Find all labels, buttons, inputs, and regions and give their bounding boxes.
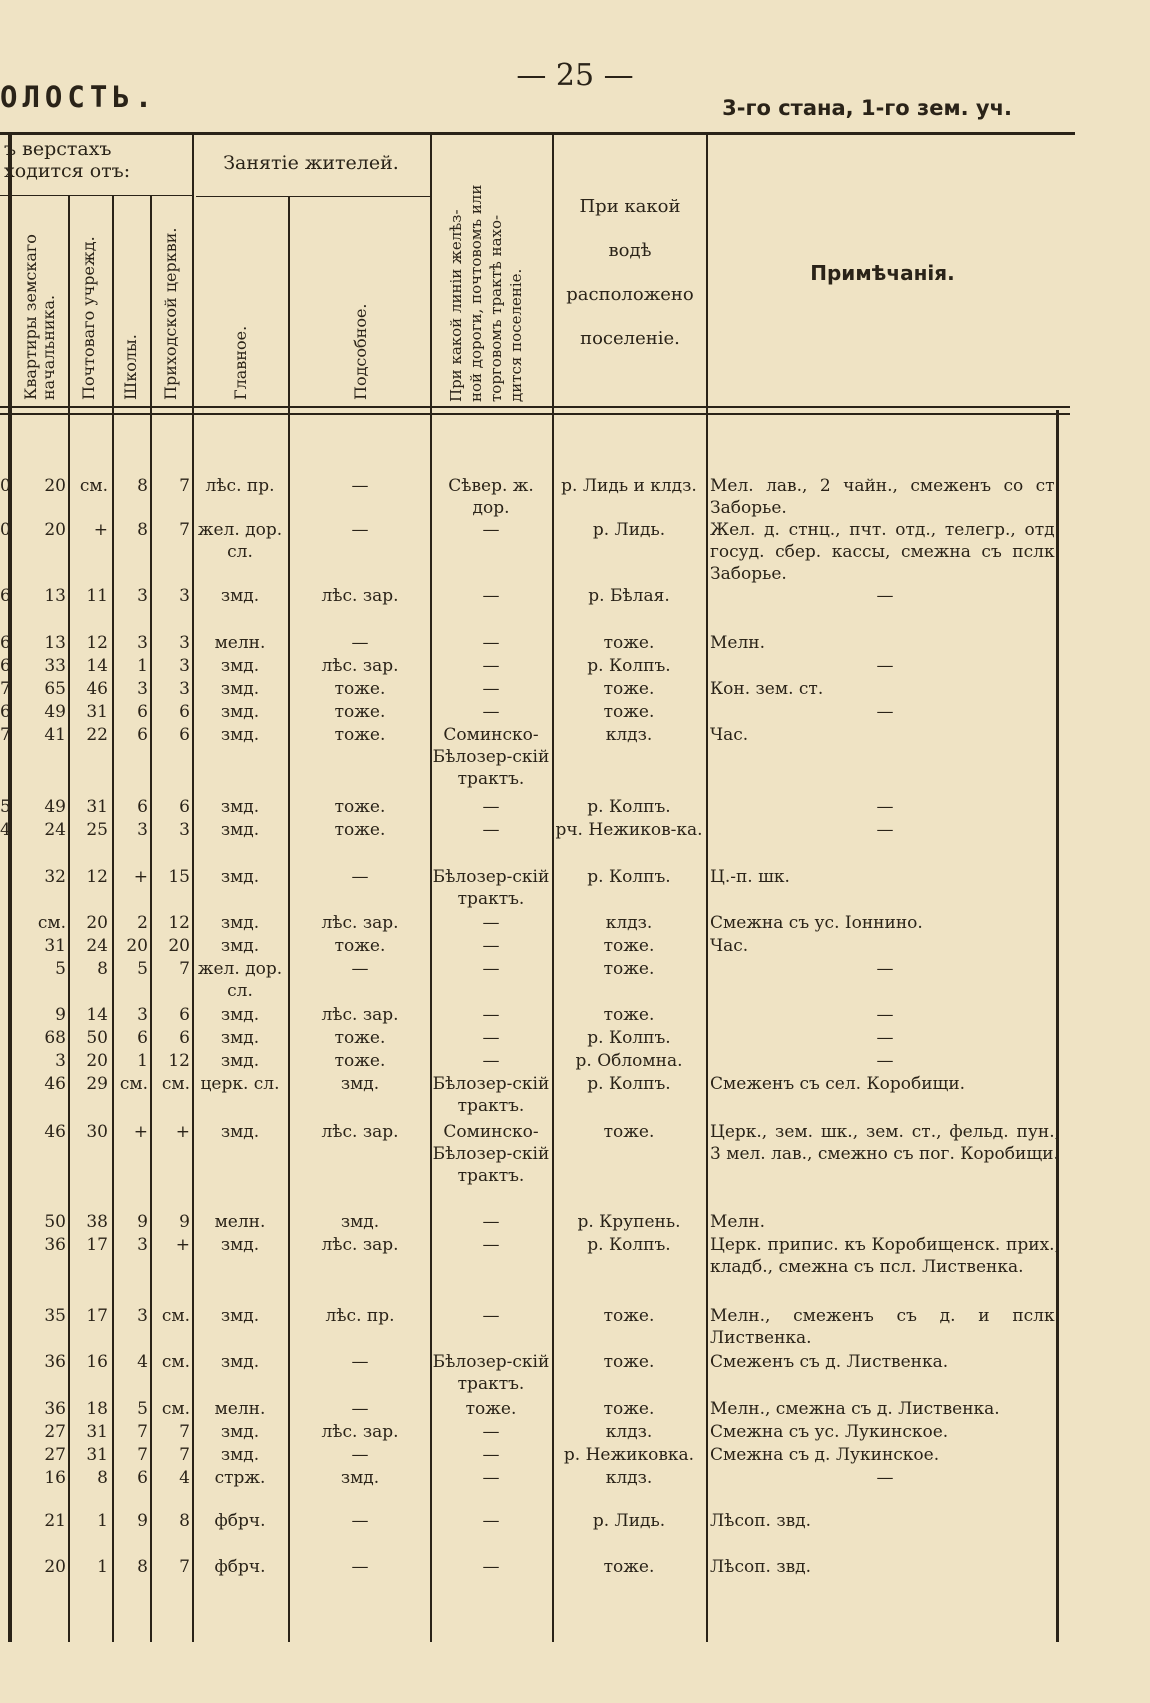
cell-zem: 13 xyxy=(44,633,66,653)
cell-post: 17 xyxy=(86,1306,108,1326)
cell-aux: — xyxy=(351,1511,369,1531)
cell-note: — xyxy=(876,820,894,840)
cell-zem: 16 xyxy=(44,1468,66,1488)
cell-church: 3 xyxy=(179,633,190,653)
header-dist-post: Почтоваго учрежд. xyxy=(79,236,98,400)
cell-aux: — xyxy=(351,520,369,540)
cell-water: клдз. xyxy=(605,1468,653,1488)
cell-water: р. Бѣлая. xyxy=(588,586,670,606)
cell-post: 17 xyxy=(86,1235,108,1255)
cell-aux: лѣс. зар. xyxy=(321,1122,399,1142)
cell-main: змд. xyxy=(220,1306,260,1326)
cell-note: Смежна съ ус. Лукинское. xyxy=(710,1422,949,1442)
header-bottom-rule xyxy=(0,406,1070,408)
cell-aux: — xyxy=(351,633,369,653)
cell-road: — xyxy=(482,520,500,540)
cell-church: см. xyxy=(161,1074,190,1094)
cell-note: — xyxy=(876,797,894,817)
cell-road: — xyxy=(482,1445,500,1465)
cell-main: змд. xyxy=(220,867,260,887)
cell-post: 38 xyxy=(86,1212,108,1232)
cell-main: фбрч. xyxy=(214,1557,266,1577)
cell-school: + xyxy=(133,1122,148,1142)
cell-water: тоже. xyxy=(603,1005,655,1025)
cell-water: р. Обломна. xyxy=(575,1051,683,1071)
cell-water: р. Нежиковка. xyxy=(563,1445,695,1465)
top-rule xyxy=(0,132,1075,135)
cell-main: змд. xyxy=(220,1051,260,1071)
cell-church: 3 xyxy=(179,586,190,606)
cell-school: 6 xyxy=(137,702,148,722)
cell-water: тоже. xyxy=(603,1306,655,1326)
cell-note: Мелн. xyxy=(710,1212,766,1232)
cell-zem: 27 xyxy=(44,1422,66,1442)
cell-note: Лѣсоп. звд. xyxy=(710,1557,812,1577)
cell-water: тоже. xyxy=(603,959,655,979)
cell-zem: 49 xyxy=(44,797,66,817)
cell-post: 16 xyxy=(86,1352,108,1372)
cell-main: змд. xyxy=(220,936,260,956)
cell-edge: 4 xyxy=(0,820,11,840)
cell-road: — xyxy=(482,936,500,956)
cell-water: р. Колпъ. xyxy=(587,797,671,817)
cell-note: Мелн., смеженъ съ д. и пслк. Лиственка. xyxy=(710,1306,1060,1348)
cell-church: 7 xyxy=(179,1557,190,1577)
cell-main: змд. xyxy=(220,797,260,817)
cell-aux: — xyxy=(351,1557,369,1577)
subheader-rule-occupation xyxy=(196,196,430,197)
cell-post: 12 xyxy=(86,867,108,887)
cell-water: р. Лидь. xyxy=(592,520,666,540)
cell-aux: — xyxy=(351,867,369,887)
cell-aux: змд. xyxy=(340,1468,380,1488)
cell-note: — xyxy=(876,656,894,676)
cell-zem: 46 xyxy=(44,1122,66,1142)
cell-school: 4 xyxy=(137,1352,148,1372)
cell-road: Бѣлозер-скій трактъ. xyxy=(432,1074,550,1116)
cell-aux: — xyxy=(351,1399,369,1419)
station-heading: 3-го стана, 1-го зем. уч. xyxy=(722,96,1012,120)
cell-zem: 20 xyxy=(44,1557,66,1577)
cell-post: 50 xyxy=(86,1028,108,1048)
cell-school: + xyxy=(133,867,148,887)
cell-note: Жел. д. стнц., пчт. отд., телегр., отд. госуд. сбер. кассы, смежна съ пслк. Заборье. xyxy=(710,520,1060,584)
cell-note: Церк., зем. шк., зем. ст., фельд. пун., 3 мел. лав., смежно съ пог. Коробищи. xyxy=(710,1122,1060,1164)
cell-zem: 68 xyxy=(44,1028,66,1048)
cell-road: тоже. xyxy=(465,1399,517,1419)
cell-school: 3 xyxy=(137,679,148,699)
cell-water: р. Колпъ. xyxy=(587,1235,671,1255)
cell-zem: 35 xyxy=(44,1306,66,1326)
cell-note: Час. xyxy=(710,936,749,956)
cell-school: 6 xyxy=(137,725,148,745)
subheader-rule-distance xyxy=(0,195,192,196)
cell-post: 22 xyxy=(86,725,108,745)
cell-water: клдз. xyxy=(605,1422,653,1442)
cell-church: 12 xyxy=(168,913,190,933)
cell-note: Смеженъ съ сел. Коробищи. xyxy=(710,1074,966,1094)
cell-main: змд. xyxy=(220,656,260,676)
header-occ-main: Главное. xyxy=(231,325,250,400)
cell-aux: — xyxy=(351,1445,369,1465)
cell-note: — xyxy=(876,1028,894,1048)
cell-zem: 49 xyxy=(44,702,66,722)
cell-main: мелн. xyxy=(214,633,266,653)
cell-zem: 9 xyxy=(55,1005,66,1025)
header-distance-group: ъ верстахъ ходится отъ: xyxy=(4,138,131,182)
cell-school: 5 xyxy=(137,959,148,979)
header-bottom-rule-2 xyxy=(0,413,1070,415)
cell-church: 12 xyxy=(168,1051,190,1071)
cell-edge: 7 xyxy=(0,725,11,745)
cell-church: 3 xyxy=(179,820,190,840)
cell-church: 6 xyxy=(179,1028,190,1048)
cell-school: 9 xyxy=(137,1511,148,1531)
cell-road: — xyxy=(482,702,500,722)
cell-road: Соминско-Бѣлозер-скій трактъ. xyxy=(432,1122,550,1186)
cell-road: — xyxy=(482,959,500,979)
cell-water: р. Колпъ. xyxy=(587,656,671,676)
cell-aux: тоже. xyxy=(334,1028,386,1048)
cell-zem: 50 xyxy=(44,1212,66,1232)
header-dist-zemstvo: Квартиры земскаго начальника. xyxy=(21,234,58,400)
cell-church: 3 xyxy=(179,656,190,676)
cell-school: 7 xyxy=(137,1422,148,1442)
cell-post: 8 xyxy=(97,1468,108,1488)
cell-note: Лѣсоп. звд. xyxy=(710,1511,812,1531)
cell-zem: 20 xyxy=(44,476,66,496)
cell-zem: 32 xyxy=(44,867,66,887)
cell-school: 9 xyxy=(137,1212,148,1232)
cell-water: клдз. xyxy=(605,913,653,933)
cell-church: 6 xyxy=(179,702,190,722)
cell-zem: 21 xyxy=(44,1511,66,1531)
cell-church: 6 xyxy=(179,797,190,817)
cell-road: Соминско-Бѣлозер-скій трактъ. xyxy=(432,725,550,789)
cell-water: тоже. xyxy=(603,679,655,699)
cell-main: змд. xyxy=(220,820,260,840)
cell-zem: 41 xyxy=(44,725,66,745)
cell-aux: — xyxy=(351,476,369,496)
cell-note: Смежна съ ус. Іоннино. xyxy=(710,913,923,933)
cell-church: см. xyxy=(161,1352,190,1372)
header-occupation-group: Занятіе жителей. xyxy=(223,152,399,174)
cell-note: Мелн., смежна съ д. Лиственка. xyxy=(710,1399,1000,1419)
cell-water: тоже. xyxy=(603,936,655,956)
cell-church: 9 xyxy=(179,1212,190,1232)
cell-water: тоже. xyxy=(603,1352,655,1372)
cell-post: 1 xyxy=(97,1557,108,1577)
cell-main: змд. xyxy=(220,586,260,606)
cell-aux: тоже. xyxy=(334,820,386,840)
cell-church: 6 xyxy=(179,1005,190,1025)
col-line xyxy=(288,196,290,1642)
cell-note: Ц.-п. шк. xyxy=(710,867,790,887)
cell-school: 8 xyxy=(137,520,148,540)
cell-main: змд. xyxy=(220,1122,260,1142)
cell-road: — xyxy=(482,1422,500,1442)
cell-church: 8 xyxy=(179,1511,190,1531)
cell-water: тоже. xyxy=(603,1122,655,1142)
cell-school: 1 xyxy=(137,1051,148,1071)
header-notes: Примѣчанія. xyxy=(810,261,955,285)
cell-main: фбрч. xyxy=(214,1511,266,1531)
cell-school: 3 xyxy=(137,820,148,840)
cell-aux: лѣс. зар. xyxy=(321,656,399,676)
cell-aux: лѣс. пр. xyxy=(325,1306,395,1326)
cell-school: 5 xyxy=(137,1399,148,1419)
header-water: При какой водѣ расположено поселеніе. xyxy=(566,196,694,349)
cell-zem: 5 xyxy=(55,959,66,979)
cell-post: 25 xyxy=(86,820,108,840)
cell-church: 3 xyxy=(179,679,190,699)
page-number: — 25 — xyxy=(516,58,634,93)
cell-post: 20 xyxy=(86,913,108,933)
cell-post: 14 xyxy=(86,656,108,676)
cell-church: 7 xyxy=(179,520,190,540)
cell-school: 6 xyxy=(137,1468,148,1488)
cell-water: тоже. xyxy=(603,633,655,653)
cell-zem: 36 xyxy=(44,1352,66,1372)
col-line xyxy=(706,132,708,1642)
cell-school: 2 xyxy=(137,913,148,933)
cell-post: 8 xyxy=(97,959,108,979)
cell-zem: 36 xyxy=(44,1235,66,1255)
cell-road: — xyxy=(482,797,500,817)
cell-water: р. Колпъ. xyxy=(587,1074,671,1094)
cell-main: жел. дор. сл. xyxy=(197,959,283,1001)
cell-note: — xyxy=(876,1468,894,1488)
cell-edge: 0 xyxy=(0,476,11,496)
cell-zem: 31 xyxy=(44,936,66,956)
cell-water: тоже. xyxy=(603,702,655,722)
cell-church: см. xyxy=(161,1306,190,1326)
cell-school: см. xyxy=(119,1074,148,1094)
cell-edge: 5 xyxy=(0,797,11,817)
cell-post: 24 xyxy=(86,936,108,956)
cell-school: 3 xyxy=(137,586,148,606)
cell-aux: — xyxy=(351,1352,369,1372)
cell-road: — xyxy=(482,1212,500,1232)
cell-road: — xyxy=(482,1005,500,1025)
cell-road: — xyxy=(482,1028,500,1048)
cell-church: 20 xyxy=(168,936,190,956)
cell-road: — xyxy=(482,656,500,676)
cell-aux: змд. xyxy=(340,1074,380,1094)
cell-post: 30 xyxy=(86,1122,108,1142)
cell-water: тоже. xyxy=(603,1557,655,1577)
cell-school: 7 xyxy=(137,1445,148,1465)
cell-post: 31 xyxy=(86,702,108,722)
cell-road: Бѣлозер-скій трактъ. xyxy=(432,867,550,909)
cell-main: змд. xyxy=(220,702,260,722)
cell-note: Час. xyxy=(710,725,749,745)
cell-note: — xyxy=(876,586,894,606)
cell-school: 8 xyxy=(137,1557,148,1577)
cell-aux: змд. xyxy=(340,1212,380,1232)
cell-water: р. Колпъ. xyxy=(587,867,671,887)
cell-aux: лѣс. зар. xyxy=(321,913,399,933)
cell-main: змд. xyxy=(220,1028,260,1048)
cell-water: тоже. xyxy=(603,1399,655,1419)
cell-main: лѣс. пр. xyxy=(205,476,275,496)
cell-aux: лѣс. зар. xyxy=(321,586,399,606)
cell-edge: 6 xyxy=(0,702,11,722)
cell-post: 31 xyxy=(86,1422,108,1442)
cell-main: змд. xyxy=(220,725,260,745)
cell-church: 4 xyxy=(179,1468,190,1488)
cell-school: 1 xyxy=(137,656,148,676)
cell-main: церк. сл. xyxy=(200,1074,280,1094)
cell-church: + xyxy=(175,1122,190,1142)
cell-zem: 13 xyxy=(44,586,66,606)
header-occ-aux: Подсобное. xyxy=(351,303,370,400)
cell-school: 3 xyxy=(137,1306,148,1326)
cell-church: 6 xyxy=(179,725,190,745)
cell-edge: 6 xyxy=(0,656,11,676)
cell-edge: 6 xyxy=(0,586,11,606)
cell-aux: тоже. xyxy=(334,936,386,956)
cell-road: Сѣвер. ж. дор. xyxy=(448,476,534,518)
cell-road: — xyxy=(482,1557,500,1577)
cell-note: Церк. припис. къ Коробищенск. прих., кладб., смежна съ псл. Лиственка. xyxy=(710,1235,1060,1277)
cell-post: 1 xyxy=(97,1511,108,1531)
cell-zem: 27 xyxy=(44,1445,66,1465)
cell-main: мелн. xyxy=(214,1212,266,1232)
cell-aux: тоже. xyxy=(334,725,386,745)
header-dist-school: Школы. xyxy=(121,334,140,400)
cell-post: + xyxy=(93,520,108,540)
cell-zem: 36 xyxy=(44,1399,66,1419)
cell-note: — xyxy=(876,959,894,979)
cell-school: 8 xyxy=(137,476,148,496)
cell-main: змд. xyxy=(220,679,260,699)
cell-post: см. xyxy=(79,476,108,496)
cell-note: Смеженъ съ д. Лиственка. xyxy=(710,1352,949,1372)
cell-school: 6 xyxy=(137,1028,148,1048)
cell-road: — xyxy=(482,820,500,840)
cell-note: — xyxy=(876,1005,894,1025)
cell-aux: тоже. xyxy=(334,679,386,699)
cell-road: — xyxy=(482,586,500,606)
cell-road: — xyxy=(482,633,500,653)
header-dist-church: Приходской церкви. xyxy=(161,227,180,400)
cell-school: 20 xyxy=(126,936,148,956)
cell-road: — xyxy=(482,1051,500,1071)
cell-note: — xyxy=(876,702,894,722)
cell-zem: 65 xyxy=(44,679,66,699)
cell-main: змд. xyxy=(220,1352,260,1372)
cell-main: жел. дор. сл. xyxy=(197,520,283,562)
cell-post: 46 xyxy=(86,679,108,699)
cell-aux: — xyxy=(351,959,369,979)
cell-aux: тоже. xyxy=(334,797,386,817)
cell-main: змд. xyxy=(220,1005,260,1025)
cell-water: р. Колпъ. xyxy=(587,1028,671,1048)
cell-road: — xyxy=(482,1468,500,1488)
cell-note: Смежна съ д. Лукинское. xyxy=(710,1445,940,1465)
page-title: ОЛОСТЬ. xyxy=(0,80,158,114)
cell-road: — xyxy=(482,1235,500,1255)
cell-note: Кон. зем. ст. xyxy=(710,679,824,699)
cell-church: 15 xyxy=(168,867,190,887)
cell-zem: 46 xyxy=(44,1074,66,1094)
cell-aux: лѣс. зар. xyxy=(321,1422,399,1442)
cell-school: 3 xyxy=(137,1235,148,1255)
cell-church: см. xyxy=(161,1399,190,1419)
cell-post: 12 xyxy=(86,633,108,653)
cell-school: 3 xyxy=(137,633,148,653)
cell-edge: 6 xyxy=(0,633,11,653)
cell-aux: лѣс. зар. xyxy=(321,1005,399,1025)
cell-aux: тоже. xyxy=(334,702,386,722)
cell-post: 14 xyxy=(86,1005,108,1025)
cell-aux: лѣс. зар. xyxy=(321,1235,399,1255)
cell-post: 11 xyxy=(86,586,108,606)
cell-main: змд. xyxy=(220,1235,260,1255)
cell-water: р. Лидь. xyxy=(592,1511,666,1531)
cell-post: 18 xyxy=(86,1399,108,1419)
cell-post: 29 xyxy=(86,1074,108,1094)
cell-church: 7 xyxy=(179,476,190,496)
cell-road: — xyxy=(482,679,500,699)
cell-zem: 33 xyxy=(44,656,66,676)
header-road: При какой линіи желѣз- ной дороги, почтовомъ или торговомъ трактѣ нахо- дится поселеніе. xyxy=(447,184,525,402)
cell-edge: 0 xyxy=(0,520,11,540)
cell-note: Мел. лав., 2 чайн., смеженъ со ст. Заборье. xyxy=(710,476,1060,518)
cell-main: мелн. xyxy=(214,1399,266,1419)
cell-road: Бѣлозер-скій трактъ. xyxy=(432,1352,550,1394)
cell-church: 7 xyxy=(179,959,190,979)
cell-post: 31 xyxy=(86,1445,108,1465)
cell-note: Мелн. xyxy=(710,633,766,653)
cell-zem: 20 xyxy=(44,520,66,540)
cell-main: змд. xyxy=(220,1422,260,1442)
cell-road: — xyxy=(482,913,500,933)
cell-edge: 7 xyxy=(0,679,11,699)
cell-water: клдз. xyxy=(605,725,653,745)
cell-church: + xyxy=(175,1235,190,1255)
cell-zem: см. xyxy=(37,913,66,933)
cell-school: 6 xyxy=(137,797,148,817)
cell-school: 3 xyxy=(137,1005,148,1025)
left-edge-rule xyxy=(8,132,12,1642)
cell-zem: 3 xyxy=(55,1051,66,1071)
cell-main: змд. xyxy=(220,1445,260,1465)
cell-post: 20 xyxy=(86,1051,108,1071)
cell-water: рч. Нежиков-ка. xyxy=(555,820,703,840)
cell-water: р. Лидь и клдз. xyxy=(561,476,697,496)
cell-water: р. Крупень. xyxy=(577,1212,681,1232)
cell-main: стрж. xyxy=(214,1468,266,1488)
cell-church: 7 xyxy=(179,1445,190,1465)
cell-main: змд. xyxy=(220,913,260,933)
cell-road: — xyxy=(482,1306,500,1326)
cell-zem: 24 xyxy=(44,820,66,840)
cell-church: 7 xyxy=(179,1422,190,1442)
cell-note: — xyxy=(876,1051,894,1071)
cell-aux: тоже. xyxy=(334,1051,386,1071)
cell-road: — xyxy=(482,1511,500,1531)
cell-post: 31 xyxy=(86,797,108,817)
